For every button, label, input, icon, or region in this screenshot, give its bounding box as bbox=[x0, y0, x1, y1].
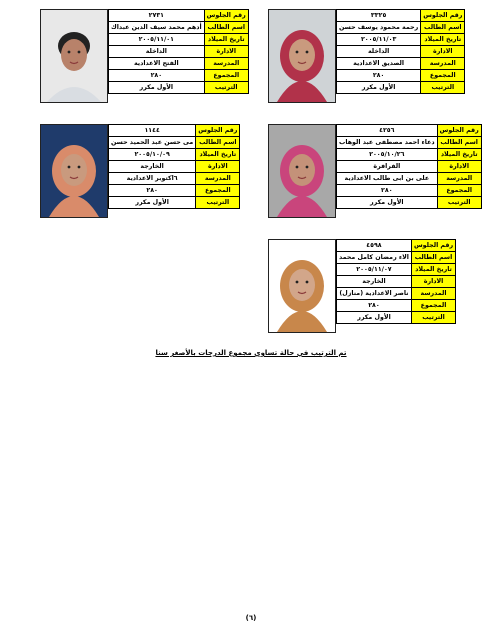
info-row-admin bbox=[109, 46, 249, 58]
value-admin: الداخلة bbox=[109, 46, 205, 58]
student-info-table bbox=[336, 239, 456, 324]
value-admin: الخارجة bbox=[109, 161, 196, 173]
student-info-table bbox=[336, 9, 465, 94]
label-school: المدرسة bbox=[196, 173, 240, 185]
page-number: (٦) bbox=[245, 614, 257, 622]
value-seat: ٢٧٣١ bbox=[109, 10, 205, 22]
label-school: المدرسة bbox=[421, 58, 465, 70]
value-dob: ٢٠٠٥/١١/٠١ bbox=[109, 34, 205, 46]
value-dob: ٢٠٠٥/١١/٠٧ bbox=[337, 264, 412, 276]
student-photo bbox=[268, 239, 336, 333]
label-school: المدرسة bbox=[411, 288, 455, 300]
label-rank: الترتيب bbox=[196, 197, 240, 209]
info-row-school bbox=[337, 288, 456, 300]
student-photo bbox=[268, 9, 336, 103]
info-row-rank bbox=[109, 82, 249, 94]
info-row-dob bbox=[337, 34, 465, 46]
label-name: اسم الطالب bbox=[204, 22, 248, 34]
info-row-name bbox=[337, 22, 465, 34]
value-rank: الأول مكرر bbox=[337, 82, 421, 94]
value-seat: ٣٣٢٥ bbox=[337, 10, 421, 22]
value-seat: ١١٤٤ bbox=[109, 125, 196, 137]
value-name: دعاء احمد مصطفى عبد الوهاب bbox=[337, 137, 438, 149]
value-dob: ٢٠٠٥/١٠/٠٩ bbox=[109, 149, 196, 161]
value-rank: الأول مكرر bbox=[109, 82, 205, 94]
label-total: المجموع bbox=[411, 300, 455, 312]
label-seat: رقم الجلوس bbox=[196, 125, 240, 137]
label-seat: رقم الجلوس bbox=[437, 125, 481, 137]
info-row-school bbox=[109, 58, 249, 70]
label-dob: تاريخ الميلاد bbox=[196, 149, 240, 161]
label-name: اسم الطالب bbox=[196, 137, 240, 149]
value-seat: ٤٢٥٦ bbox=[337, 125, 438, 137]
ranking-note: تم الترتيب في حالة تساوي مجموع الدرجات بالأصغر سنا bbox=[155, 349, 347, 357]
info-row-seat bbox=[337, 125, 482, 137]
value-admin: الخارجة bbox=[337, 276, 412, 288]
info-row-seat bbox=[109, 125, 240, 137]
value-school: على بن ابى طالب الاعدادية bbox=[337, 173, 438, 185]
value-school: ٦اكتوبر الاعدادية bbox=[109, 173, 196, 185]
label-admin: الادارة bbox=[421, 46, 465, 58]
label-dob: تاريخ الميلاد bbox=[411, 264, 455, 276]
value-name: أدهم محمد سيف الدين عبداك bbox=[109, 22, 205, 34]
info-row-dob bbox=[337, 149, 482, 161]
student-info-table bbox=[108, 9, 249, 94]
value-admin: الداخلة bbox=[337, 46, 421, 58]
info-row-total bbox=[109, 185, 240, 197]
value-school: الفتح الاعدادية bbox=[109, 58, 205, 70]
value-dob: ٢٠٠٥/١٠/٢٦ bbox=[337, 149, 438, 161]
info-row-admin bbox=[109, 161, 240, 173]
value-name: الاء رمضان كامل محمد bbox=[337, 252, 412, 264]
label-seat: رقم الجلوس bbox=[411, 240, 455, 252]
value-rank: الأول مكرر bbox=[337, 312, 412, 324]
label-rank: الترتيب bbox=[437, 197, 481, 209]
student-photo bbox=[268, 124, 336, 218]
value-dob: ٢٠٠٥/١١/٠٣ bbox=[337, 34, 421, 46]
label-dob: تاريخ الميلاد bbox=[421, 34, 465, 46]
info-row-seat bbox=[337, 10, 465, 22]
info-row-rank bbox=[109, 197, 240, 209]
label-dob: تاريخ الميلاد bbox=[437, 149, 481, 161]
value-total: ٢٨٠ bbox=[109, 70, 205, 82]
info-row-dob bbox=[109, 149, 240, 161]
label-total: المجموع bbox=[204, 70, 248, 82]
value-total: ٢٨٠ bbox=[337, 185, 438, 197]
label-rank: الترتيب bbox=[204, 82, 248, 94]
value-total: ٢٨٠ bbox=[109, 185, 196, 197]
label-total: المجموع bbox=[421, 70, 465, 82]
info-row-rank bbox=[337, 197, 482, 209]
info-row-total bbox=[337, 300, 456, 312]
info-row-school bbox=[337, 58, 465, 70]
label-school: المدرسة bbox=[437, 173, 481, 185]
label-school: المدرسة bbox=[204, 58, 248, 70]
info-row-school bbox=[337, 173, 482, 185]
label-dob: تاريخ الميلاد bbox=[204, 34, 248, 46]
info-row-admin bbox=[337, 276, 456, 288]
student-info-table bbox=[108, 124, 240, 209]
value-rank: الأول مكرر bbox=[337, 197, 438, 209]
value-name: مى حسن عبد الحميد حسن bbox=[109, 137, 196, 149]
student-photo bbox=[40, 9, 108, 103]
info-row-rank bbox=[337, 312, 456, 324]
label-name: اسم الطالب bbox=[411, 252, 455, 264]
info-row-dob bbox=[109, 34, 249, 46]
label-name: اسم الطالب bbox=[437, 137, 481, 149]
info-row-admin bbox=[337, 161, 482, 173]
label-total: المجموع bbox=[196, 185, 240, 197]
info-row-total bbox=[337, 70, 465, 82]
student-photo bbox=[40, 124, 108, 218]
label-seat: رقم الجلوس bbox=[421, 10, 465, 22]
value-total: ٢٨٠ bbox=[337, 70, 421, 82]
info-row-seat bbox=[337, 240, 456, 252]
value-name: رحمة محمود يوسف حسن bbox=[337, 22, 421, 34]
info-row-name bbox=[337, 137, 482, 149]
info-row-seat bbox=[109, 10, 249, 22]
info-row-total bbox=[109, 70, 249, 82]
label-seat: رقم الجلوس bbox=[204, 10, 248, 22]
value-seat: ٤٥٩٨ bbox=[337, 240, 412, 252]
label-rank: الترتيب bbox=[421, 82, 465, 94]
student-info-table bbox=[336, 124, 482, 209]
info-row-dob bbox=[337, 264, 456, 276]
label-name: اسم الطالب bbox=[421, 22, 465, 34]
info-row-rank bbox=[337, 82, 465, 94]
label-admin: الادارة bbox=[204, 46, 248, 58]
label-total: المجموع bbox=[437, 185, 481, 197]
value-school: ناصر الاعدادية (منازل) bbox=[337, 288, 412, 300]
info-row-name bbox=[109, 22, 249, 34]
value-admin: الفرافرة bbox=[337, 161, 438, 173]
label-admin: الادارة bbox=[411, 276, 455, 288]
value-total: ٢٨٠ bbox=[337, 300, 412, 312]
label-admin: الادارة bbox=[437, 161, 481, 173]
value-rank: الأول مكرر bbox=[109, 197, 196, 209]
info-row-total bbox=[337, 185, 482, 197]
value-school: الصديق الاعدادية bbox=[337, 58, 421, 70]
label-admin: الادارة bbox=[196, 161, 240, 173]
info-row-admin bbox=[337, 46, 465, 58]
info-row-name bbox=[109, 137, 240, 149]
info-row-school bbox=[109, 173, 240, 185]
info-row-name bbox=[337, 252, 456, 264]
label-rank: الترتيب bbox=[411, 312, 455, 324]
